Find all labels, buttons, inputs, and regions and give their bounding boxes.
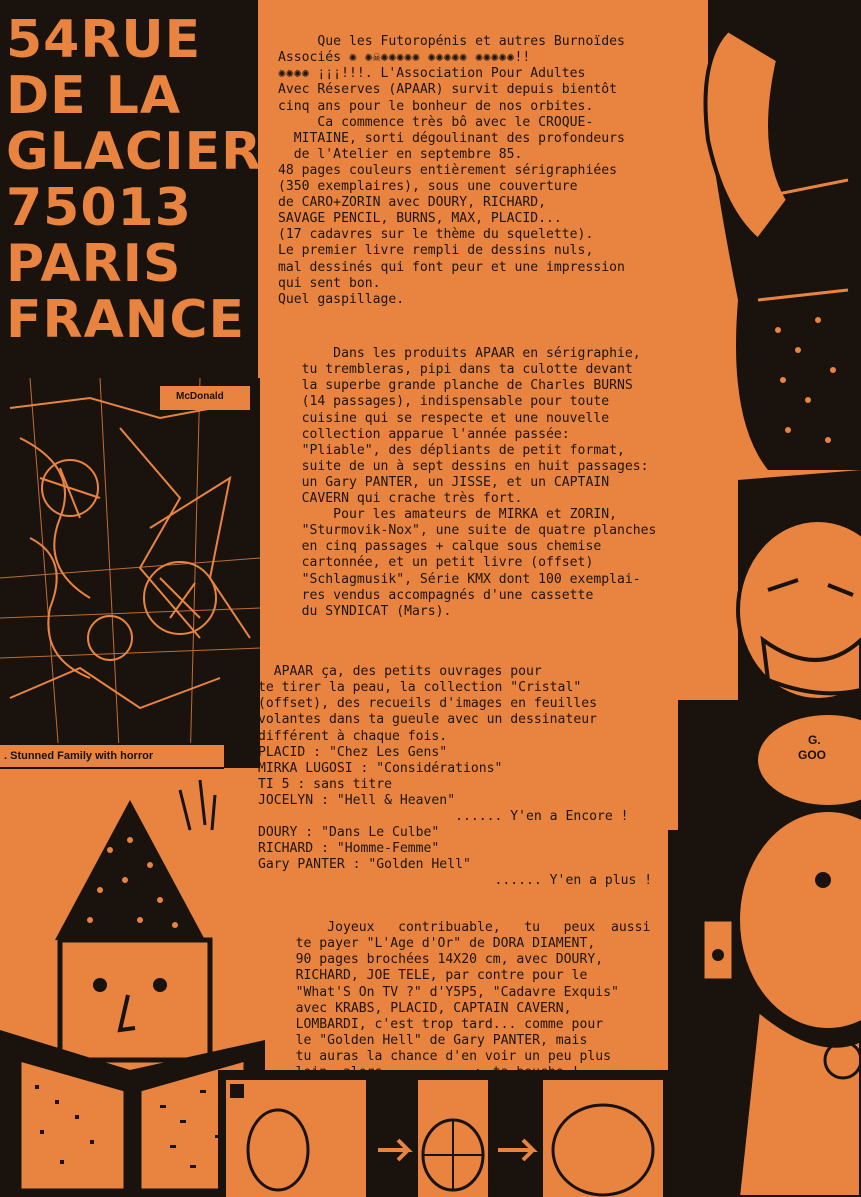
article-paragraph-1: Que les Futoropénis et autres Burnoïdes Associés ✺ ✺☠✺✺✺✺✺ ✺✺✺✺✺ ✺✺✺✺✺!! ✺✺✺✺ ¡¡¡!!!. L'Association Pour Adultes Avec Réserves (APAAR) survit depuis bientôt cinq ans pour le bonheur de nos orbites. Ca commence très bô avec le CROQUE- MITAINE, sorti dégoulinant des profondeurs de l'Atelier en septembre 85. 48 pages couleurs entièrement sérigraphiées (350 exemplaires), sous une couverture de CARO+ZORIN avec DOURY, RICHARD, SAVAGE PENCIL, BURNS, MAX, PLACID... (17 cadavres sur le thème du squelette). Le premier livre rempli de dessins nuls, mal dessinés qui font peur et une impression qui sent bon. Quel gaspillage. [278, 34, 625, 307]
article-body-3 [258, 632, 653, 906]
bubble-text-1: G. [808, 733, 821, 747]
address-line-5: PARIS [6, 234, 182, 294]
family-illustration [0, 378, 260, 768]
address-line-4: 75013 [6, 178, 192, 238]
address-line-3: GLACIERE [6, 122, 299, 182]
article-body-2 [278, 314, 658, 636]
article-body-4 [272, 888, 652, 1097]
article-paragraph-3: APAAR ça, des petits ouvrages pour te tirer la peau, la collection "Cristal" (offset), des recueils d'images en feuilles volantes dans ta gueule avec un dessinateur différent à chaque fois. PLACID : "Chez Les Gens" MIRKA LUGOSI : "Considérations" TI 5 : sans titre JOCELYN : "Hell & Heaven" ...... Y'en a Encore ! DOURY : "Dans Le Culbe" RICHARD : "Homme-Femme" Gary PANTER : "Golden Hell" ...... Y'en a plus ! [258, 664, 653, 889]
bubble-text-2: GOO [798, 748, 827, 762]
right-strip-drawing [668, 0, 861, 1197]
mcdonald-sign: McDonald [176, 391, 224, 402]
illustration-drawing [0, 378, 260, 768]
address-line-6: FRANCE [6, 290, 246, 350]
article-paragraph-4: Joyeux contribuable, tu peux aussi te payer "L'Age d'Or" de DORA DIAMENT, 90 pages brochées 14X20 cm, avec DOURY, RICHARD, JOE TELE, par contre pour le "What'S On TV ?" d'Y5P5, "Cadavre Exquis" avec KRABS, PLACID, CAPTAIN CAVERN, LOMBARDI, c'est trop tard... comme pour le "Golden Hell" de Gary PANTER, mais tu auras la chance d'en voir un peu plus loin, alors, ——————————▷ ta bouche ! [295, 920, 651, 1081]
address-stencil [6, 10, 299, 350]
address-panel [0, 0, 299, 378]
illustration-caption: . Stunned Family with horror [0, 743, 224, 769]
address-line-1: 54RUE [6, 10, 202, 70]
address-line-2: DE LA [6, 66, 182, 126]
right-comic-strip [668, 0, 861, 1197]
article-paragraph-2: Dans les produits APAAR en sérigraphie, tu trembleras, pipi dans ta culotte devant la superbe grande planche de Charles BURNS (14 passages), indispensable pour toute cuisine qui se respecte et une nouvelle collection apparue l'année passée: "Pliable", des dépliants de petit format, suite de un à sept dessins en huit passages: un Gary PANTER, un JISSE, et un CAPTAIN CAVERN qui crache très fort. Pour les amateurs de MIRKA et ZORIN, "Sturmovik-Nox", une suite de quatre planches en cinq passages + calque sous chemise cartonnée, et un petit livre (offset) "Schlagmusik", Série KMX dont 100 exemplai- res vendus accompagnés d'une cassette du SYNDICAT (Mars). [301, 346, 657, 619]
article-body [278, 2, 658, 324]
